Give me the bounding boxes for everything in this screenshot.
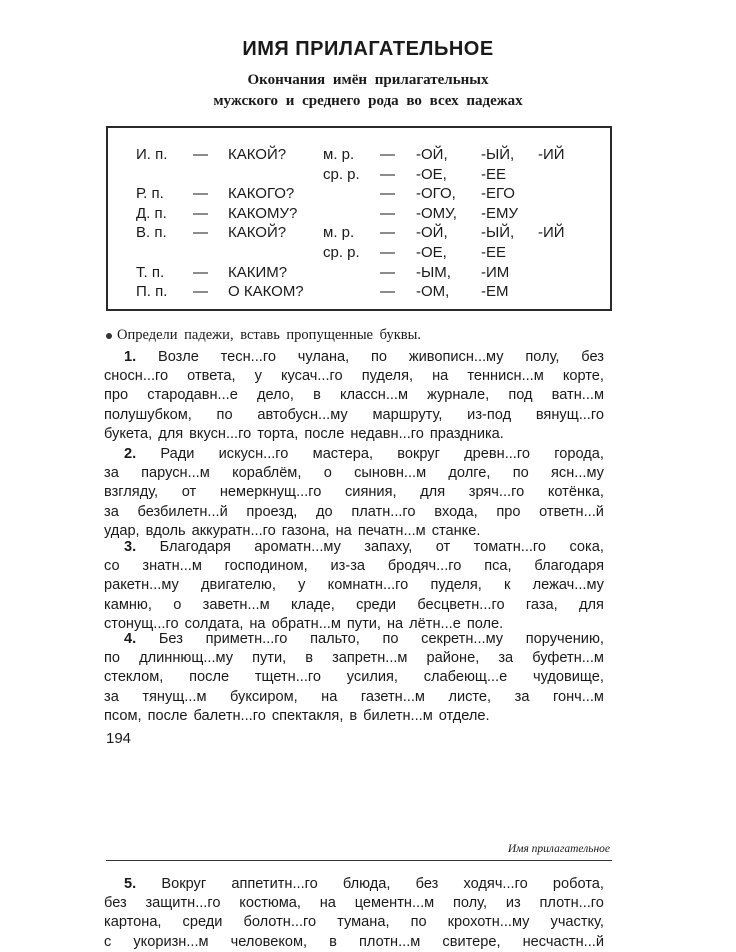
table-cell: -ОЕ,: [416, 244, 447, 261]
instruction: [106, 327, 421, 344]
exercise-line: полушубком, по автобусн...му маршруту, из-под вянущ...го: [104, 406, 604, 423]
table-cell: Т. п.: [136, 263, 165, 281]
exercise-line: стонущ...го солдата, на обратн...м пути, на лётн...е поле.: [104, 615, 504, 632]
table-cell: КАКОЙ?: [228, 146, 287, 163]
table-cell: -ИЙ: [538, 146, 565, 163]
table-cell: -ОЕ,: [416, 165, 447, 183]
running-head: Имя прилагательное: [507, 843, 610, 855]
table-cell: —: [380, 204, 395, 222]
table-cell: -ЕМУ: [481, 204, 519, 222]
exercise-line: 3. Благодаря ароматн...му запаху, от томатн...го сока,: [104, 538, 604, 557]
exercise-line: 5. Вокруг аппетитн...го блюда, без ходяч...го робота,: [104, 875, 604, 894]
endings-table: [106, 126, 612, 311]
table-cell: Р. п.: [136, 185, 164, 203]
exercise-line: 1. Возле тесн...го чулана, по живописн...му полу, без: [104, 348, 604, 367]
page-number: 194: [106, 730, 132, 747]
table-cell: —: [193, 204, 208, 222]
exercise-line: без защитн...го костюма, на цементн...м полу, из плотн...го: [104, 895, 604, 912]
table-cell: -ЕЕ: [481, 165, 507, 183]
table-cell: КАКОГО?: [228, 185, 295, 203]
exercise-line: удар, вдоль аккуратн...го газона, на печатн...м станке.: [104, 522, 481, 539]
exercise-line: про стародавн...е дело, в классн...м журнале, под ватн...м: [104, 387, 604, 404]
table-cell: —: [193, 283, 208, 301]
exercise-line: за тянущ...м буксиром, на газетн...м листе, за гонч...м: [104, 688, 604, 705]
divider: [106, 860, 612, 861]
table-cell: -ОГО,: [416, 185, 456, 203]
table-cell: -ОЙ,: [416, 224, 448, 242]
table-cell: —: [380, 146, 395, 163]
table-cell: —: [193, 263, 208, 281]
table-cell: —: [380, 165, 395, 183]
exercise-number: 1.: [124, 349, 137, 365]
table-cell: -ИЙ: [538, 224, 565, 242]
table-cell: -ЕЕ: [481, 244, 507, 261]
exercise-line: ракетн...му двигателю, у комнатн...го пуделя, к лежач...му: [104, 577, 604, 594]
exercise-number: 4.: [124, 631, 137, 647]
table-cell: П. п.: [136, 283, 168, 301]
table-cell: —: [380, 224, 395, 242]
table-cell: -ОМ,: [416, 283, 450, 301]
exercise-line: 4. Без приметн...го пальто, по секретн...му поручению,: [104, 630, 604, 649]
exercise-line: за безбилетн...й проезд, до платн...го входа, про ответн...й: [104, 503, 604, 520]
table-cell: —: [193, 146, 208, 163]
table-cell: КАКОМУ?: [228, 204, 298, 222]
exercise-2: [104, 445, 604, 541]
exercise-line: стеклом, после тщетн...го усилия, слабеющ...е чудовище,: [104, 669, 604, 686]
table-cell: -ЕГО: [481, 185, 515, 203]
exercise-line: по длиннющ...му пути, в запретн...м районе, за буфетн...м: [104, 650, 604, 667]
exercise-number: 2.: [124, 446, 137, 462]
table-cell: м. р.: [323, 146, 355, 163]
table-cell: КАКИМ?: [228, 263, 288, 281]
exercise-line: со знатн...м господином, из-за бродяч...го пса, благодаря: [104, 558, 604, 575]
exercise-line: 2. Ради искусн...го мастера, вокруг древн...го города,: [104, 445, 604, 464]
exercise-5: [104, 875, 604, 952]
table-cell: -ОЙ,: [416, 146, 448, 163]
table-cell: -ИМ: [481, 263, 510, 281]
subtitle-line-1: Окончания имён прилагательных: [247, 72, 489, 88]
table-cell: ср. р.: [323, 165, 360, 183]
table-cell: —: [380, 185, 395, 203]
table-cell: В. п.: [136, 224, 167, 242]
table-cell: -ЫЙ,: [481, 146, 515, 163]
exercise-1: [104, 348, 604, 444]
exercise-line: с укоризн...м человеком, в плотн...м свитере, несчастн...й: [104, 933, 604, 950]
exercise-line: взгляду, от немеркнущ...го сияния, для зряч...го котёнка,: [104, 484, 604, 501]
exercise-number: 5.: [124, 876, 137, 892]
exercise-line: букета, для вкусн...го торта, после недавн...го праздника.: [104, 425, 504, 442]
subtitle-line-2: мужского и среднего рода во всех падежах: [213, 93, 523, 109]
exercise-3: [104, 538, 604, 634]
bullet-icon: [106, 333, 112, 339]
table-cell: —: [380, 283, 395, 301]
table-cell: —: [380, 263, 395, 281]
exercise-number: 3.: [124, 539, 137, 555]
table-cell: -ЫЙ,: [481, 224, 515, 242]
table-cell: КАКОЙ?: [228, 224, 287, 242]
table-cell: м. р.: [323, 224, 355, 242]
table-cell: -ЕМ: [481, 283, 509, 301]
exercise-line: псом, после балетн...го спектакля, в билетн...м отделе.: [104, 707, 490, 724]
table-cell: И. п.: [136, 146, 168, 163]
table-cell: —: [380, 244, 395, 261]
exercise-4: [104, 630, 604, 726]
table-cell: ср. р.: [323, 244, 360, 261]
table-cell: О КАКОМ?: [228, 283, 304, 301]
table-cell: —: [193, 224, 208, 242]
table-cell: —: [193, 185, 208, 203]
exercise-line: за парусн...м кораблём, о сыновн...м долге, по ясн...му: [104, 465, 604, 482]
exercise-line: камню, о заветн...м кладе, среди бесцветн...го газа, для: [104, 596, 604, 613]
exercise-line: картона, среди болотн...го тумана, по крохотн...му участку,: [104, 914, 604, 931]
table-cell: -ОМУ,: [416, 204, 457, 222]
chapter-title: ИМЯ ПРИЛАГАТЕЛЬНОЕ: [242, 38, 494, 60]
table-cell: Д. п.: [136, 204, 167, 222]
exercise-line: сносн...го ответа, у кусач...го пуделя, на теннисн...м корте,: [104, 368, 604, 385]
table-cell: -ЫМ,: [416, 263, 451, 281]
instruction-text: Определи падежи, вставь пропущенные буквы.: [117, 327, 421, 343]
